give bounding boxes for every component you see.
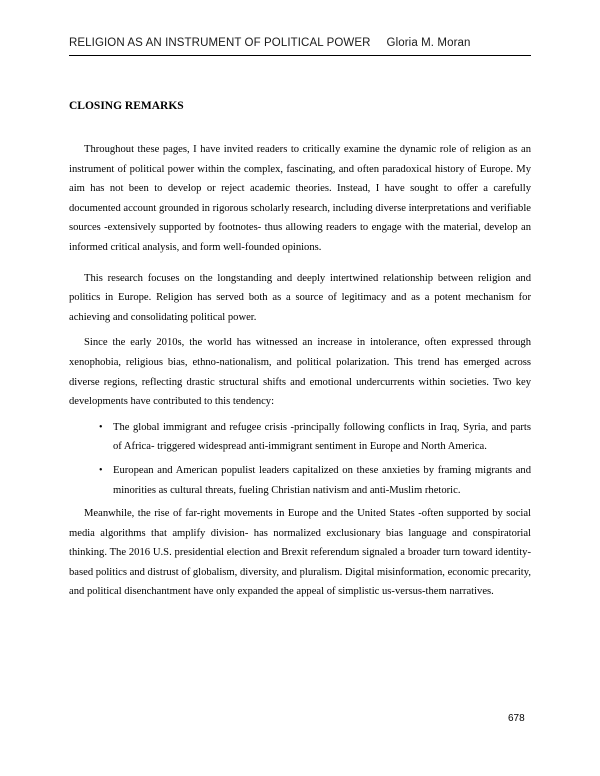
bullet-list	[69, 418, 531, 500]
paragraph: Meanwhile, the rise of far-right movements in Europe and the United States -often supported by social media algorithms that amplify division- has normalized exclusionary bias language and conspiratorial thinking. The 2016 U.S. presidential election and Brexit referendum signaled a broader turn toward identity-based politics and distrust of globalism, diversity, and pluralism. Digital misinformation, economic precarity, and political disenchantment have only expanded the appeal of simplistic us-versus-them narratives.	[69, 508, 532, 598]
list-item-text: The global immigrant and refugee crisis -principally following conflicts in Iraq, Syria, and parts of Africa- triggered widespread anti-immigrant sentiment in Europe and North America.	[113, 421, 531, 453]
paragraph: This research focuses on the longstanding and deeply intertwined relationship between religion and politics in Europe. Religion has served both as a source of legitimacy and as a potent mechanism for achieving and consolidating political power.	[69, 272, 531, 323]
body-text	[69, 140, 531, 608]
header-author: Gloria M. Moran	[386, 37, 471, 49]
section-heading: CLOSING REMARKS	[69, 100, 184, 112]
list-item-text: European and American populist leaders capitalized on these anxieties by framing migrants and minorities as cultural threats, fueling Christian nativism and anti-Muslim rhetoric.	[113, 464, 531, 496]
list-item	[99, 461, 531, 500]
header-rule	[69, 55, 531, 56]
page-number: 678	[508, 713, 525, 724]
running-header	[69, 37, 531, 49]
bullet-icon: •	[99, 421, 103, 433]
paragraph: Throughout these pages, I have invited readers to critically examine the dynamic role of religion as an instrument of political power within the complex, fascinating, and often paradoxical history of Europe. My aim has not been to develop or reject academic theories. Instead, I have sought to offer a carefully documented account grounded in rigorous scholarly research, including diverse interpretations and verifiable sources -extensively supported by footnotes- thus allowing readers to engage with the material, develop an informed critical analysis, and form well-founded opinions.	[69, 144, 531, 253]
bullet-icon: •	[99, 464, 103, 476]
header-title: RELIGION AS AN INSTRUMENT OF POLITICAL POWER	[69, 37, 371, 49]
list-item	[99, 418, 531, 457]
paragraph: Since the early 2010s, the world has witnessed an increase in intolerance, often expressed through xenophobia, religious bias, ethno-nationalism, and political polarization. This trend has emerged across diverse regions, reflecting drastic structural shifts and emotional undercurrents within societies. Two key developments have contributed to this tendency:	[69, 337, 531, 408]
